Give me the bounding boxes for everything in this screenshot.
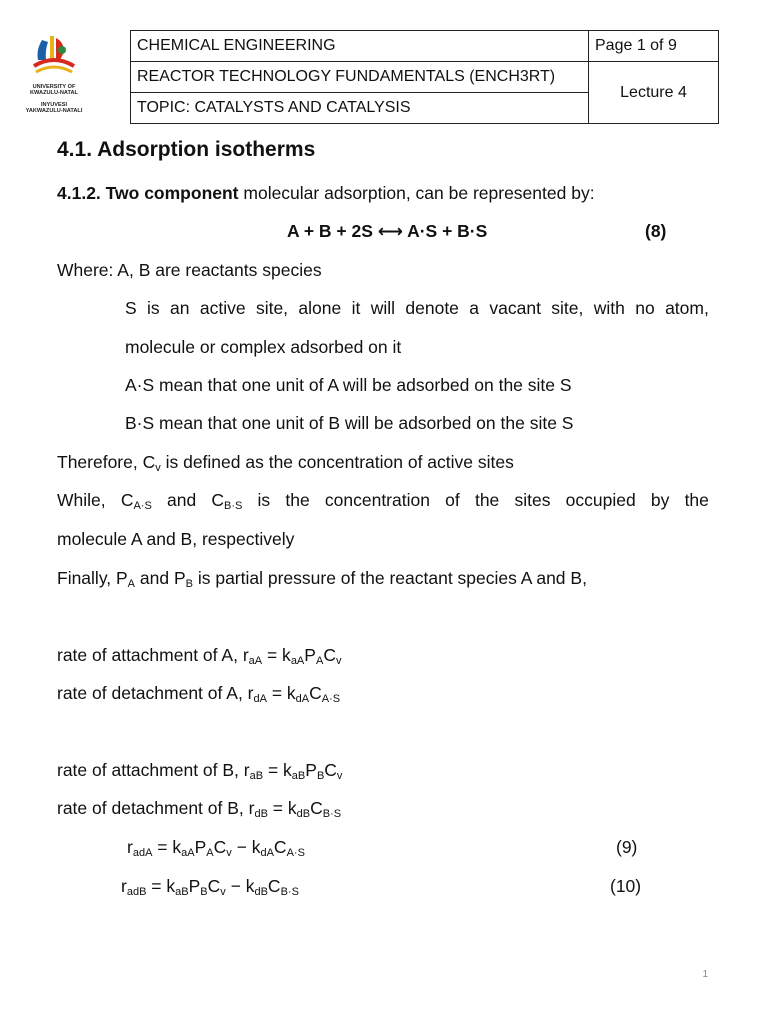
while-word: the [285, 490, 310, 510]
while-word: concentration [324, 490, 430, 510]
section-title: 4.1. Adsorption isotherms [57, 138, 316, 161]
topic-cell: TOPIC: CATALYSTS AND CATALYSIS [131, 93, 589, 124]
while-word: of [445, 490, 460, 510]
finally-post: is partial pressure of the reactant species A and B, [192, 568, 587, 588]
finally-sub-b: B [185, 578, 193, 590]
equation-10: $r_{adB} = k_{aB}P_BC_v - k_{dB}C_{B\cdot S}$ [121, 876, 299, 898]
department-cell: CHEMICAL ENGINEERING [131, 31, 589, 62]
rate-detach-a-label: rate of detachment of A, [57, 683, 248, 703]
finally-pre: Finally, P [57, 568, 128, 588]
while-c1: C [120, 490, 134, 510]
site-definition-word: is [147, 298, 160, 318]
while-line [57, 490, 709, 511]
site-definition-word: denote [405, 298, 459, 318]
logo-text-line3: INYUVESI [40, 102, 68, 108]
site-definition-word: with [593, 298, 625, 318]
subsection-text: molecular adsorption, can be represented by: [238, 183, 595, 203]
page-count-cell: Page 1 of 9 [589, 31, 719, 62]
equation-10-number: (10) [610, 876, 642, 896]
site-definition-word: atom, [665, 298, 709, 318]
while-word: the [684, 490, 709, 510]
finally-mid: and P [135, 568, 186, 588]
while-word: While, [57, 490, 106, 510]
logo-text-line2: KWAZULU-NATAL [30, 90, 78, 96]
rate-attach-b-label: rate of attachment of B, [57, 760, 244, 780]
site-definition-word: no [635, 298, 655, 318]
site-definition-word: will [370, 298, 396, 318]
while-line2: molecule A and B, respectively [57, 529, 295, 549]
subsection-number: 4.1.2. Two component [57, 183, 239, 203]
while-c-as [121, 490, 152, 511]
equation-8: A + B + 2S ⟷ A·S + B·S [287, 221, 488, 241]
page-number: 1 [702, 969, 708, 980]
lecture-cell: Lecture 4 [589, 62, 719, 124]
equation-9-number: (9) [616, 837, 638, 857]
site-definition-word: an [170, 298, 190, 318]
therefore-post: is defined as the concentration of active sites [160, 452, 514, 472]
rate-attach-a: rate of attachment of A, $r_{aA} = k_{aA}P_AC_v$ [57, 645, 342, 667]
therefore-pre: Therefore, C [57, 452, 156, 472]
while-s2: B·S [224, 500, 243, 512]
rate-detach-b: rate of detachment of B, $r_{dB} = k_{dB}C_{B\cdot S}$ [57, 798, 342, 820]
therefore-line [57, 452, 514, 473]
while-c-bs [211, 490, 242, 511]
therefore-sub: v [155, 462, 161, 474]
site-definition-word: site, [551, 298, 584, 318]
rate-detach-a: rate of detachment of A, $r_{dA} = k_{dA}C_{A\cdot S}$ [57, 683, 341, 705]
site-definition-word: site, [255, 298, 289, 318]
bs-definition-line: B·S mean that one unit of B will be adsorbed on the site S [125, 413, 574, 433]
while-c2: C [211, 490, 225, 510]
while-word: and [166, 490, 197, 510]
site-definition-line [125, 298, 709, 319]
finally-sub-a: A [127, 578, 136, 590]
course-cell: REACTOR TECHNOLOGY FUNDAMENTALS (ENCH3RT) [131, 62, 589, 93]
site-definition-word: vacant [489, 298, 541, 318]
university-logo [16, 32, 92, 122]
ukzn-emblem-icon [16, 32, 92, 88]
equation-9: $r_{adA} = k_{aA}P_AC_v - k_{dA}C_{A\cdot S}$ [127, 837, 305, 859]
site-definition-word: active [199, 298, 246, 318]
equation-8-number: (8) [645, 221, 667, 241]
while-word: occupied [565, 490, 636, 510]
site-definition-word: it [351, 298, 361, 318]
site-definition-line2: molecule or complex adsorbed on it [125, 337, 402, 357]
site-definition-word: a [469, 298, 480, 318]
rate-attach-b: rate of attachment of B, $r_{aB} = k_{aB}P_BC_v$ [57, 760, 343, 782]
while-word: the [474, 490, 500, 510]
where-line: Where: A, B are reactants species [57, 260, 322, 280]
while-word: is [257, 490, 271, 510]
site-definition-word: S [125, 298, 137, 318]
subsection-line [57, 183, 595, 204]
finally-line [57, 568, 587, 589]
logo-text-line1: UNIVERSITY OF [32, 84, 76, 90]
as-definition-line: A·S mean that one unit of A will be adsorbed on the site S [125, 375, 572, 395]
rate-detach-b-label: rate of detachment of B, [57, 798, 249, 818]
rate-attach-a-label: rate of attachment of A, [57, 645, 243, 665]
while-word: sites [514, 490, 551, 510]
logo-text-line4: YAKWAZULU-NATALI [25, 108, 83, 114]
header-table [130, 30, 719, 124]
while-word: by [650, 490, 670, 510]
site-definition-word: alone [298, 298, 342, 318]
while-s1: A·S [133, 500, 152, 512]
